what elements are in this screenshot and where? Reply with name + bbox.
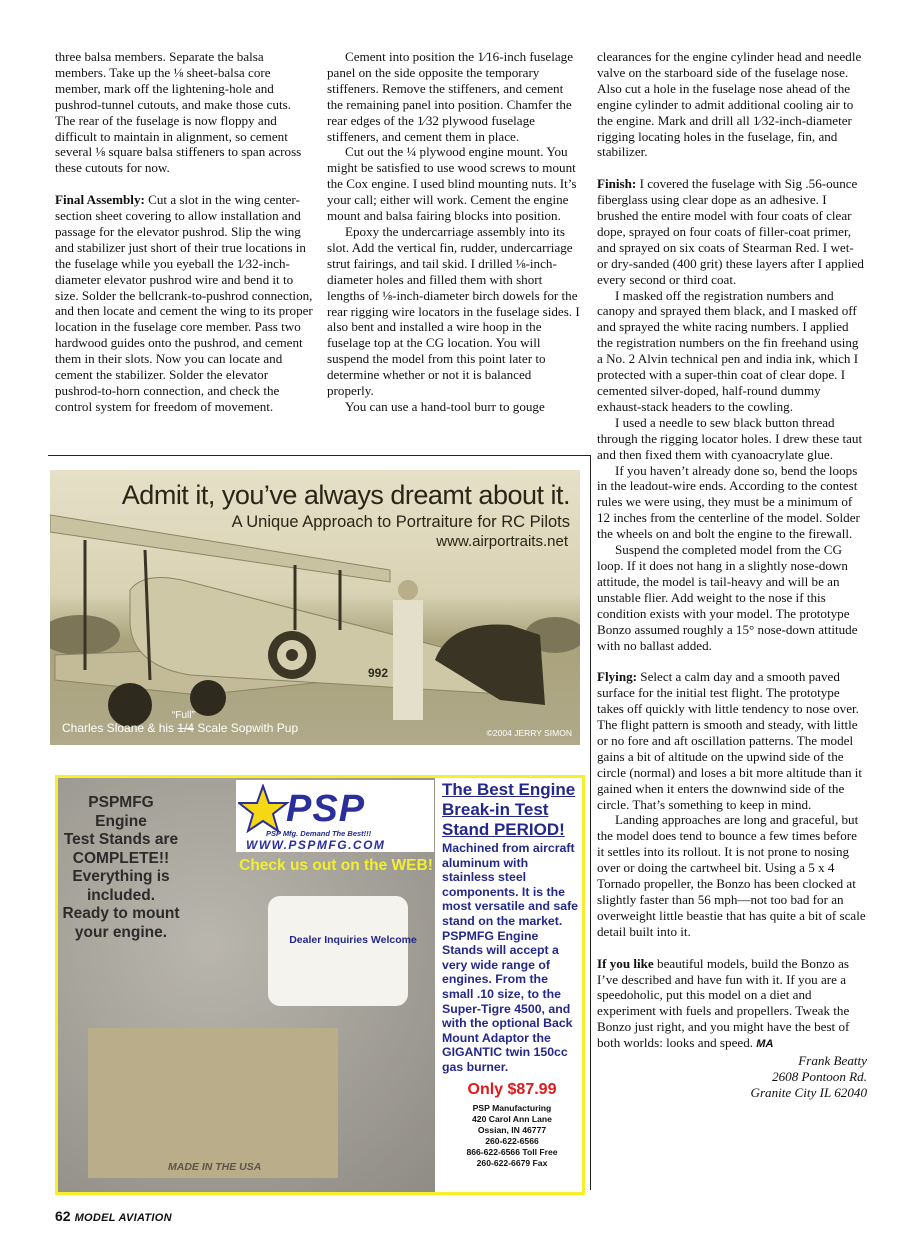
ad-title: The Best Engine Break-in Test Stand PERIOD! [442,780,576,839]
caption-struck: 1/4 [177,721,195,735]
paragraph: Landing approaches are long and graceful, but the model does tend to bounce a few times before it settles into its rollout. It is not prone to nosing over or doing the cartwheel bit. Using a 5 x 4 Tornado propeller, the Bonzo has been clocked at slightly faster than 56 mph—not too bad for an overweight little beastie that has quite a bit of scale detail built into it. [597,812,866,939]
author-address: 2608 Pontoon Rd. [772,1068,867,1084]
paragraph: You can use a hand-tool burr to gouge [345,398,545,414]
ad-subhead: A Unique Approach to Portraiture for RC Pilots [231,513,570,531]
address-line: 420 Carol Ann Lane [472,1113,552,1124]
ad-line: COMPLETE!! [72,849,170,867]
horizontal-divider [48,455,591,456]
caption-insert: “Full” [172,710,195,721]
address-line: 260-622-6566 [485,1135,539,1146]
ad-price: Only $87.99 [467,1080,557,1098]
ad-line: Test Stands are [63,831,179,848]
vertical-divider [590,455,591,1190]
stand-base [88,1028,338,1178]
ad-line: Ready to mount [62,905,180,922]
ad-line: PSPMFG [88,794,154,811]
paragraph [597,956,867,1053]
paragraph-text: Cut a slot in the wing center-section sheet covering to allow installation and passage for the elevator pushrod. Slip the wing and stabilizer just short of their true locations in the fuselage while you eyeball the 1⁄32-inch-diameter elevator pushrod wire and bend it to size. Solder the bellcrank-to-pushrod connection, and then locate and cement the wing to its proper location in the fuselage core member. Pass two hardwood guides onto the pushrod, and cement them in their slots. Now you can locate and cement the stabilizer. Solder the elevator pushrod-to-horn connection, and check the control system for freedom of movement. [55,192,313,414]
paragraph: I used a needle to sew black button thread through the rigging locator holes. I drew these taut and then fixed them with cyanoacrylate glue. [597,414,863,462]
paragraph: Cement into position the 1⁄16-inch fuselage panel on the side opposite the temporary stiffeners. Remove the stiffeners, and cement the remaining panel into position. Chamfer the rear edges of the 1⁄32 plywood fuselage stiffeners, and cement them in place. [327,49,574,144]
paragraph: I masked off the registration numbers and canopy and sprayed them black, and I masked off and sprayed the white racing numbers. I applied the registration numbers on the fin freehand using a No. 2 Alvin technical pen and india ink, which I protected with a super-thin coat of clear dope. I cemented silver-doped, half-round dummy exhaust-stack headers to the cowling. [597,287,859,414]
ad-address [442,1103,582,1169]
ad-body: Machined from aircraft aluminum with stainless steel components. It is the most versatile and safe stand on the market. PSPMFG Engine Stands will accept a very wide range of engines. From the small .10 size, to the Super-Tigre 4500, and with the optional Back Mount Adaptor the GIGANTIC twin 150cc gas burner. [442,841,579,1074]
airportraits-ad [50,470,580,745]
paragraph [597,669,867,812]
made-in-usa: MADE IN THE USA [168,1161,262,1173]
article-column-3 [597,49,867,1101]
author-city: Granite City IL 62040 [750,1084,867,1100]
page-number: 62 [55,1208,71,1224]
end-mark: MA [756,1038,774,1051]
psp-engine-stand-ad [55,775,585,1195]
paragraph [597,176,867,287]
biplane-photo [50,470,580,745]
author-name: Frank Beatty [798,1053,867,1069]
ad-copy [442,780,582,1169]
psp-logo [236,780,434,852]
paragraph: Cut out the ¼ plywood engine mount. You might be satisfied to use wood screws to mount the Cox engine. I used blind mounting nuts. It’s your call; either will work. Cement the engine mount and balsa fairing blocks into position. [327,144,577,224]
ad-url: www.airportraits.net [436,533,568,550]
subhead-flying: Flying: [597,669,638,685]
logo-tagline: PSP Mfg. Demand The Best!!! [266,829,372,838]
ad-line: Everything is [72,868,170,885]
caption-text: Charles Sloane & his [62,721,178,735]
paragraph: three balsa members. Separate the balsa members. Take up the ⅛ sheet-balsa core member, mark off the lightening-hole and pushrod-tunnel cutouts, and make those cuts. The rear of the fuselage is now floppy and difficult to maintain in alignment, so cement several ⅛ square balsa stiffeners to span across these cutouts for now. [55,49,302,176]
logo-url: WWW.PSPMFG.COM [246,838,386,852]
address-line: 866-622-6566 Toll Free [466,1146,558,1157]
lead-in: If you like [597,955,654,971]
dealer-inquiries: Dealer Inquiries Welcome [289,934,417,946]
subhead-finish: Finish: [597,176,637,192]
paragraph: Epoxy the undercarriage assembly into its slot. Add the vertical fin, rudder, undercarriage strut fairings, and tail skid. I drilled ⅛-inch-diameter holes and filled them with short lengths of ⅛-inch-diameter birch dowels for the rear rigging wire locators in the fuselage sides. I also bent and installed a wire hoop in the fuselage top at the CG location. You will suspend the model from this point later to determine whether or not it is balanced properly. [327,223,580,399]
logo-text: PSP [286,788,366,830]
paragraph: clearances for the engine cylinder head and needle valve on the starboard side of the fuselage nose. Also cut a hole in the fuselage nose ahead of the engine cylinder to admit additional cooling air to the engine. Mark and drill all 1⁄32-inch-diameter rigging locating holes in the fuselage, fin, and stabilizer. [597,49,862,160]
ad-left-text [58,794,184,942]
article-column-1 [55,49,313,415]
subhead-final-assembly: Final Assembly: [55,192,145,208]
paragraph: If you haven’t already done so, bend the loops in the leadout-wire ends. According to the contest rules we were using, they must be a minimum of 12 inches from the centerline of the model. Solder the wheels on and bolt the engine to the firewall. [597,462,860,542]
article-column-2 [327,49,581,415]
paragraph: Suspend the completed model from the CG loop. If it does not hang in a slightly nose-down attitude, the model is tail-heavy and will be an unstable flier. Add weight to the nose if this condition exists with your model. The prototype Bonzo assumed roughly a 15° nose-down attitude with no ballast added. [597,542,858,653]
magazine-name: MODEL AVIATION [74,1212,172,1224]
plane-number: 992 [368,666,389,680]
ad-line: included. [86,886,156,904]
address-line: PSP Manufacturing [472,1102,552,1113]
paragraph [55,192,313,415]
photo-copyright: ©2004 JERRY SIMON [486,728,572,738]
ad-headline: Admit it, you’ve always dreamt about it. [121,480,570,510]
page-footer [55,1208,172,1226]
caption-text: Scale Sopwith Pup [194,721,299,735]
address-line: 260-622-6679 Fax [476,1157,548,1168]
web-callout: Check us out on the WEB! [239,857,433,874]
paragraph-text: beautiful models, build the Bonzo as I’ve described and have fun with it. If you are a speedoholic, put this model on a diet and experiment with fuels and propellers. Tweak the Bonzo just right, and you might have the best of both worlds: looks and speed. [597,955,850,1051]
fuel-tank [268,896,408,1006]
paragraph-text: Select a calm day and a smooth paved surface for the initial test flight. The prototype takes off quickly with little tendency to nose over. The flight pattern is smooth and steady, with little or no fore and aft oscillation patterns. The model gains a bit of altitude on the upwind side of the circle (normal) and loses a bit more altitude than it gained when it enters the downwind side of the circle. That’s something to keep in mind. [597,669,863,812]
ad-line: your engine. [74,923,168,941]
ad-line: Engine [95,812,147,830]
address-line: Ossian, IN 46777 [477,1124,547,1135]
photo-caption [62,721,298,735]
paragraph-text: I covered the fuselage with Sig .56-ounce fiberglass using clear dope as an adhesive. I brushed the entire model with four coats of clear dope, sprayed on four coats of filler-coat primer, and sprayed on six coats of Stearman Red. I wet- or dry-sanded (400 grit) these layers after I applied every second or third coat. [597,176,864,287]
